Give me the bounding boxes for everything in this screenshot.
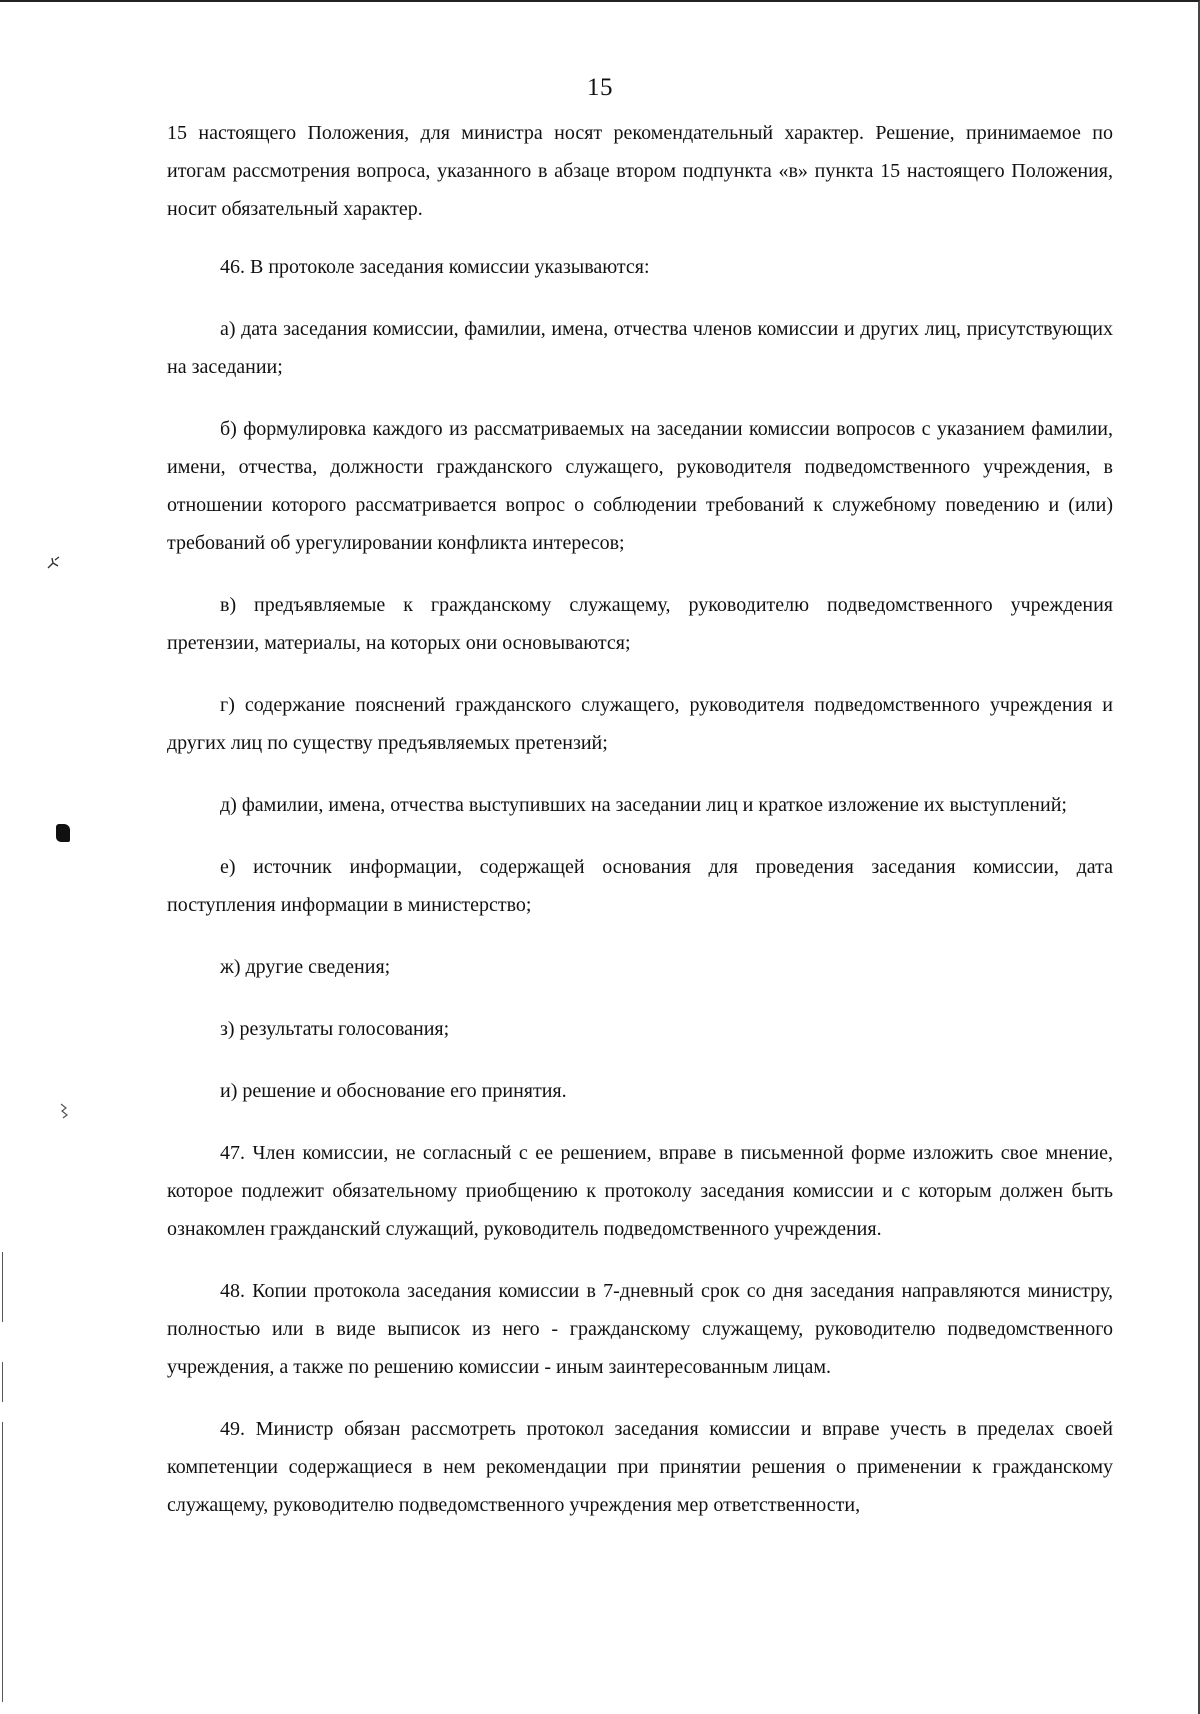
paragraph-46-b: б) формулировка каждого из рассматриваемых на заседании комиссии вопросов с указанием фамилии, имени, отчества, должности гражданского служащего, руководителя подведомственного учреждения, в отношении которого рассматривается вопрос о соблюдении требований к служебному поведению и (или) требований об урегулировании конфликта интересов; <box>167 418 1113 554</box>
document-body <box>167 114 1113 1548</box>
paragraph-continuation: 15 настоящего Положения, для министра носят рекомендательный характер. Решение, принимаемое по итогам рассмотрения вопроса, указанного в абзаце втором подпункта «в» пункта 15 настоящего Положения, носит обязательный характер. <box>167 122 1113 220</box>
paragraph-48: 48. Копии протокола заседания комиссии в 7-дневный срок со дня заседания направляются министру, полностью или в виде выписок из него - гражданскому служащему, руководителю подведомственного учреждения, а также по решению комиссии - иным заинтересованным лицам. <box>167 1280 1113 1378</box>
scan-edge-line <box>2 1362 3 1402</box>
paragraph-49: 49. Министр обязан рассмотреть протокол заседания комиссии и вправе учесть в пределах своей компетенции содержащиеся в нем рекомендации при принятии решения о применении к гражданскому служащему, руководителю подведомственного учреждения мер ответственности, <box>167 1418 1113 1516</box>
paragraph-46: 46. В протоколе заседания комиссии указываются: <box>220 256 650 278</box>
scan-speck-mark <box>56 824 70 842</box>
scan-speck-mark <box>58 1102 68 1118</box>
paragraph-46-g: г) содержание пояснений гражданского служащего, руководителя подведомственного учреждения и других лиц по существу предъявляемых претензий; <box>167 694 1113 754</box>
paragraph-46-d: д) фамилии, имена, отчества выступивших на заседании лиц и краткое изложение их выступлений; <box>220 794 1067 816</box>
paragraph-46-zh: ж) другие сведения; <box>220 956 391 978</box>
scan-edge-line <box>2 1252 3 1322</box>
paragraph-46-v: в) предъявляемые к гражданскому служащему, руководителю подведомственного учреждения претензии, материалы, на которых они основываются; <box>167 594 1113 654</box>
paragraph-47: 47. Член комиссии, не согласный с ее решением, вправе в письменной форме изложить свое мнение, которое подлежит обязательному приобщению к протоколу заседания комиссии и с которым должен быть ознакомлен гражданский служащий, руководитель подведомственного учреждения. <box>167 1142 1113 1240</box>
paragraph-46-e: е) источник информации, содержащей основания для проведения заседания комиссии, дата поступления информации в министерство; <box>167 856 1113 916</box>
paragraph-46-z: з) результаты голосования; <box>220 1018 450 1040</box>
scan-speck-mark <box>46 554 60 570</box>
paragraph-46-i: и) решение и обоснование его принятия. <box>220 1080 567 1102</box>
paragraph-46-a: а) дата заседания комиссии, фамилии, имена, отчества членов комиссии и других лиц, присутствующих на заседании; <box>167 318 1113 378</box>
page-number: 15 <box>587 74 613 101</box>
scan-edge-line <box>2 1422 3 1702</box>
